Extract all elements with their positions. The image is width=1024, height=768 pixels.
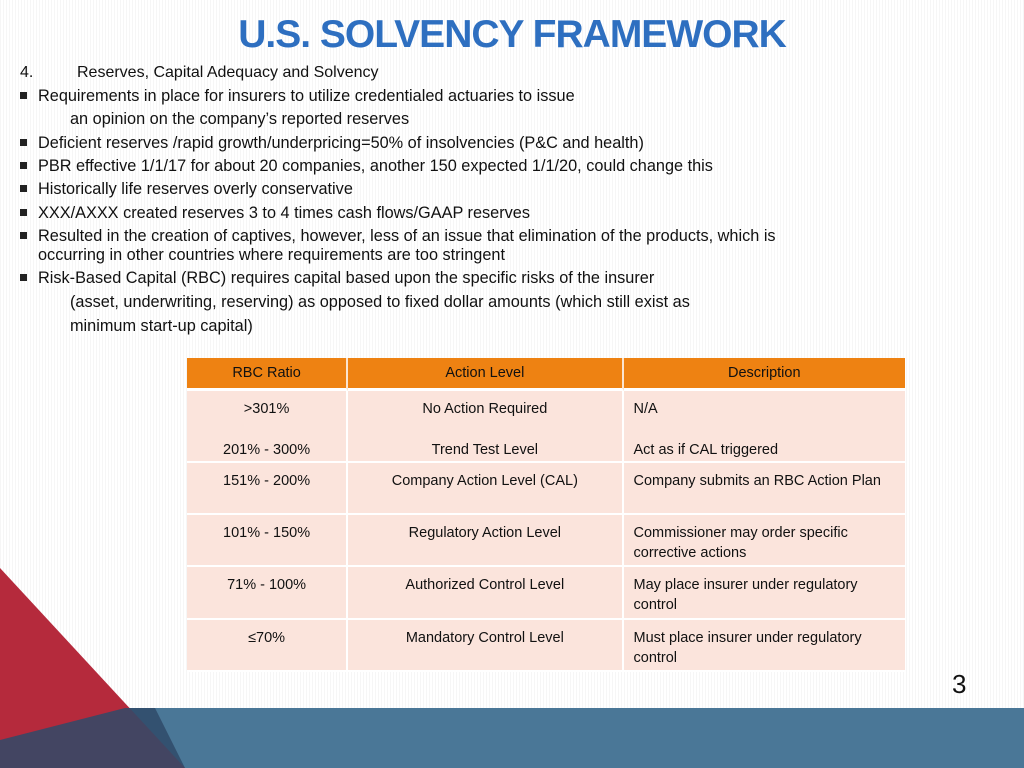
header-rbc-ratio: RBC Ratio (187, 358, 348, 391)
description-cell: Commissioner may order specific corrective actions (624, 515, 906, 567)
ratio-cell: ≤70% (187, 620, 348, 672)
action-cell: Regulatory Action Level (348, 515, 623, 567)
bullet-continuation: occurring in other countries where requirements are too stringent (38, 246, 505, 264)
bullet-text: Resulted in the creation of captives, however, less of an issue that elimination of the products, which is (38, 227, 776, 245)
action-cell: Authorized Control Level (348, 567, 623, 620)
action-value: No Action Required (422, 401, 548, 417)
ratio-cell: 101% - 150% (187, 515, 348, 567)
section-title: Reserves, Capital Adequacy and Solvency (77, 64, 379, 81)
description-value: Act as if CAL triggered (633, 442, 779, 458)
bullet-continuation: minimum start-up capital) (70, 317, 253, 335)
action-cell: Company Action Level (CAL) (348, 463, 623, 515)
bullet-text: Requirements in place for insurers to utilize credentialed actuaries to issue (38, 87, 575, 105)
bullet-text: Deficient reserves /rapid growth/underpricing=50% of insolvencies (P&C and health) (38, 134, 644, 152)
ratio-cell: 71% - 100% (187, 567, 348, 620)
action-value: Trend Test Level (431, 442, 539, 458)
ratio-cell: 151% - 200% (187, 463, 348, 515)
bullet-continuation: (asset, underwriting, reserving) as opposed to fixed dollar amounts (which still exist as (70, 293, 690, 311)
bullet-text: XXX/AXXX created reserves 3 to 4 times cash flows/GAAP reserves (38, 204, 530, 222)
description-cell: Company submits an RBC Action Plan (624, 463, 906, 515)
bullet-text: Historically life reserves overly conservative (38, 180, 353, 198)
description-cell: May place insurer under regulatory control (624, 567, 906, 620)
action-cell: Mandatory Control Level (348, 620, 623, 672)
description-value: N/A (633, 401, 658, 417)
ratio-value: 201% - 300% (223, 442, 311, 458)
section-number: 4. (20, 64, 34, 81)
ratio-value: >301% (243, 401, 290, 417)
bullet-text: PBR effective 1/1/17 for about 20 companies, another 150 expected 1/1/20, could change this (38, 157, 713, 175)
description-cell: Must place insurer under regulatory control (624, 620, 906, 672)
page-number: 3 (952, 669, 967, 699)
slide-title: U.S. SOLVENCY FRAMEWORK (238, 13, 786, 56)
bullet-continuation: an opinion on the company’s reported reserves (70, 110, 410, 128)
header-description: Description (624, 358, 906, 391)
bullet-text: Risk-Based Capital (RBC) requires capital based upon the specific risks of the insurer (38, 269, 655, 287)
header-action-level: Action Level (348, 358, 623, 391)
